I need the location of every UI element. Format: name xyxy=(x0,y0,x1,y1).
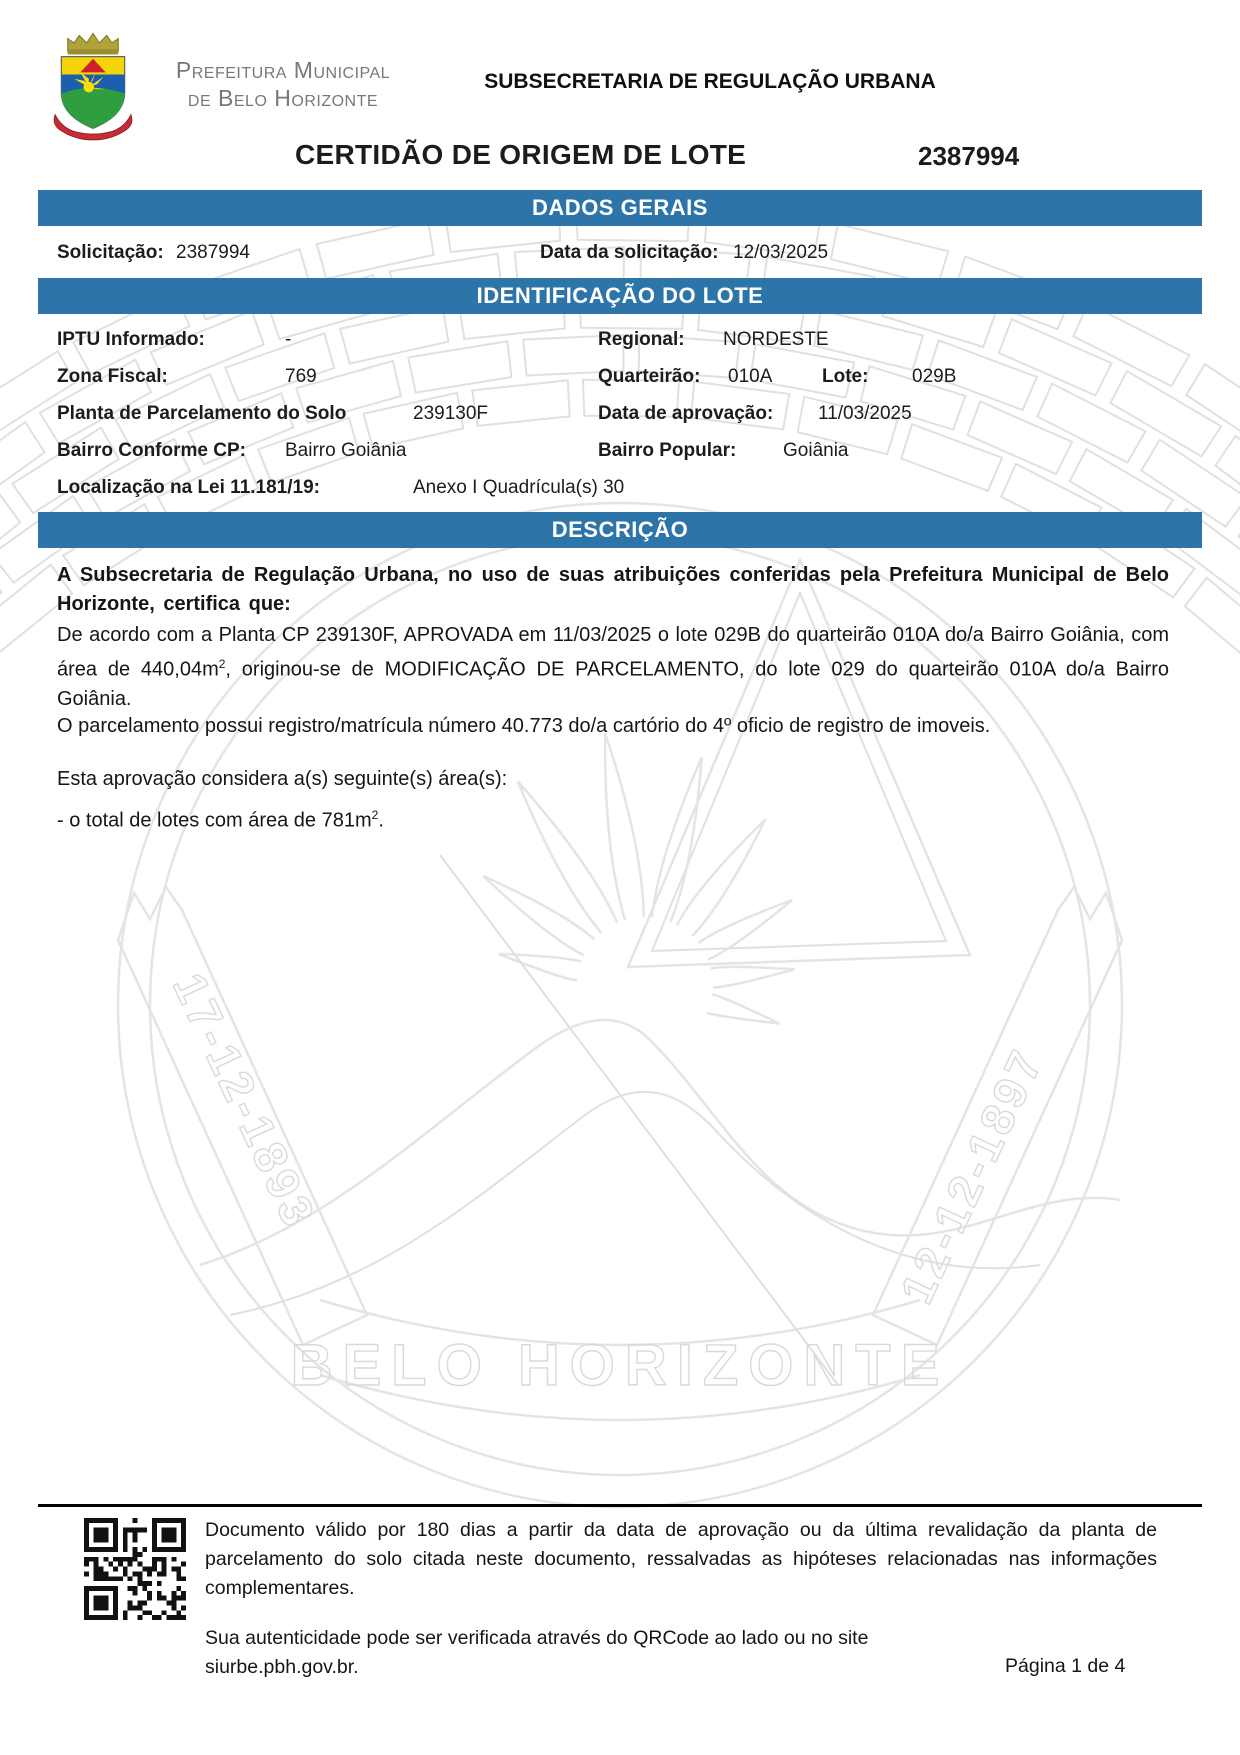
description-paragraph-5-rest: . xyxy=(378,809,384,832)
page-number: Página 1 de 4 xyxy=(1005,1655,1126,1677)
bairro-cp-label: Bairro Conforme CP: xyxy=(57,440,246,461)
data-aprovacao-value: 11/03/2025 xyxy=(818,403,912,424)
watermark-ribbon-right xyxy=(873,887,1122,1345)
description-paragraph-1: A Subsecretaria de Regulação Urbana, no uso de suas atribuições conferidas pela Prefeitura Municipal de Belo Horizonte, certifica que: xyxy=(57,564,1169,615)
watermark-diagonal xyxy=(440,855,838,1385)
watermark-mountains-line2 xyxy=(230,1092,1040,1315)
solicitacao-label: Solicitação: xyxy=(57,242,164,263)
footer-divider-line xyxy=(38,1504,1202,1507)
watermark-bottom-ribbon-top xyxy=(320,1300,920,1345)
localizacao-value: Anexo I Quadrícula(s) 30 xyxy=(413,477,625,498)
watermark-bottom-ribbon-bottom xyxy=(320,1375,920,1420)
watermark-ribbon-left xyxy=(118,887,367,1345)
solicitacao-value: 2387994 xyxy=(176,242,250,263)
zona-fiscal-label: Zona Fiscal: xyxy=(57,366,168,387)
footer-validity-text: Documento válido por 180 dias a partir da data de aprovação ou da última revalidação da planta de parcelamento do solo citada neste documento, ressalvadas as hipóteses relacionadas nas informações complementares. xyxy=(205,1519,1157,1599)
qr-code xyxy=(84,1518,186,1620)
quarteirao-label: Quarteirão: xyxy=(598,366,701,387)
data-solicitacao-value: 12/03/2025 xyxy=(733,242,829,263)
planta-label: Planta de Parcelamento do Solo xyxy=(57,403,347,424)
bairro-popular-value: Goiânia xyxy=(783,440,849,461)
org-name-line1: Prefeitura Municipal xyxy=(175,57,391,83)
footer-authenticity-text: Sua autenticidade pode ser verificada através do QRCode ao lado ou no site siurbe.pbh.gov.br. xyxy=(205,1627,869,1678)
regional-value: NORDESTE xyxy=(723,329,829,350)
watermark-date-right: 12-12-1897 xyxy=(889,1039,1054,1312)
bairro-cp-value: Bairro Goiânia xyxy=(285,440,407,461)
superscript-2b: 2 xyxy=(371,808,379,822)
department-title: SUBSECRETARIA DE REGULAÇÃO URBANA xyxy=(484,70,936,93)
section-banner-identificacao: IDENTIFICAÇÃO DO LOTE xyxy=(38,278,1202,314)
description-paragraph-5-text: - o total de lotes com área de 781m xyxy=(57,809,372,832)
description-paragraph-4: Esta aprovação considera a(s) seguinte(s) área(s): xyxy=(57,768,508,790)
description-paragraph-2 xyxy=(57,621,1169,714)
description-paragraph-2-rest: , originou-se de MODIFICAÇÃO DE PARCELAMENTO, do lote 029 do quarteirão 010A do/a Bairro Goiânia. xyxy=(57,658,1169,710)
zona-fiscal-value: 769 xyxy=(285,366,317,387)
data-solicitacao-label: Data da solicitação: xyxy=(540,242,719,263)
org-name-line2: de Belo Horizonte xyxy=(187,85,379,111)
description-paragraph-5 xyxy=(57,801,1169,836)
description-paragraph-2-text: De acordo com a Planta CP 239130F, APROVADA em 11/03/2025 o lote 029B do quarteirão 010A do/a Bairro Goiânia, com área de 440,04m xyxy=(57,624,1169,681)
org-name xyxy=(158,56,408,112)
superscript-2: 2 xyxy=(218,657,226,671)
data-aprovacao-label: Data de aprovação: xyxy=(598,403,774,424)
bairro-popular-label: Bairro Popular: xyxy=(598,440,737,461)
section-banner-descricao: DESCRIÇÃO xyxy=(38,512,1202,548)
watermark-city-name: BELO HORIZONTE xyxy=(290,1333,950,1398)
watermark-date-left: 17-12-1893 xyxy=(162,965,327,1237)
document-title: CERTIDÃO DE ORIGEM DE LOTE xyxy=(295,139,747,170)
iptu-value: - xyxy=(285,329,292,350)
localizacao-label: Localização na Lei 11.181/19: xyxy=(57,477,320,498)
lote-value: 029B xyxy=(912,366,957,387)
document-number: 2387994 xyxy=(918,141,1020,171)
watermark-mountains-line1 xyxy=(200,1020,1120,1265)
section-banner-dados-gerais: DADOS GERAIS xyxy=(38,190,1202,226)
lote-label: Lote: xyxy=(822,366,869,387)
city-coat-of-arms-icon xyxy=(40,26,146,142)
iptu-label: IPTU Informado: xyxy=(57,329,205,350)
quarteirao-value: 010A xyxy=(728,366,773,387)
regional-label: Regional: xyxy=(598,329,685,350)
planta-value: 239130F xyxy=(413,403,489,424)
description-paragraph-3: O parcelamento possui registro/matrícula número 40.773 do/a cartório do 4º oficio de registro de imoveis. xyxy=(57,715,991,737)
